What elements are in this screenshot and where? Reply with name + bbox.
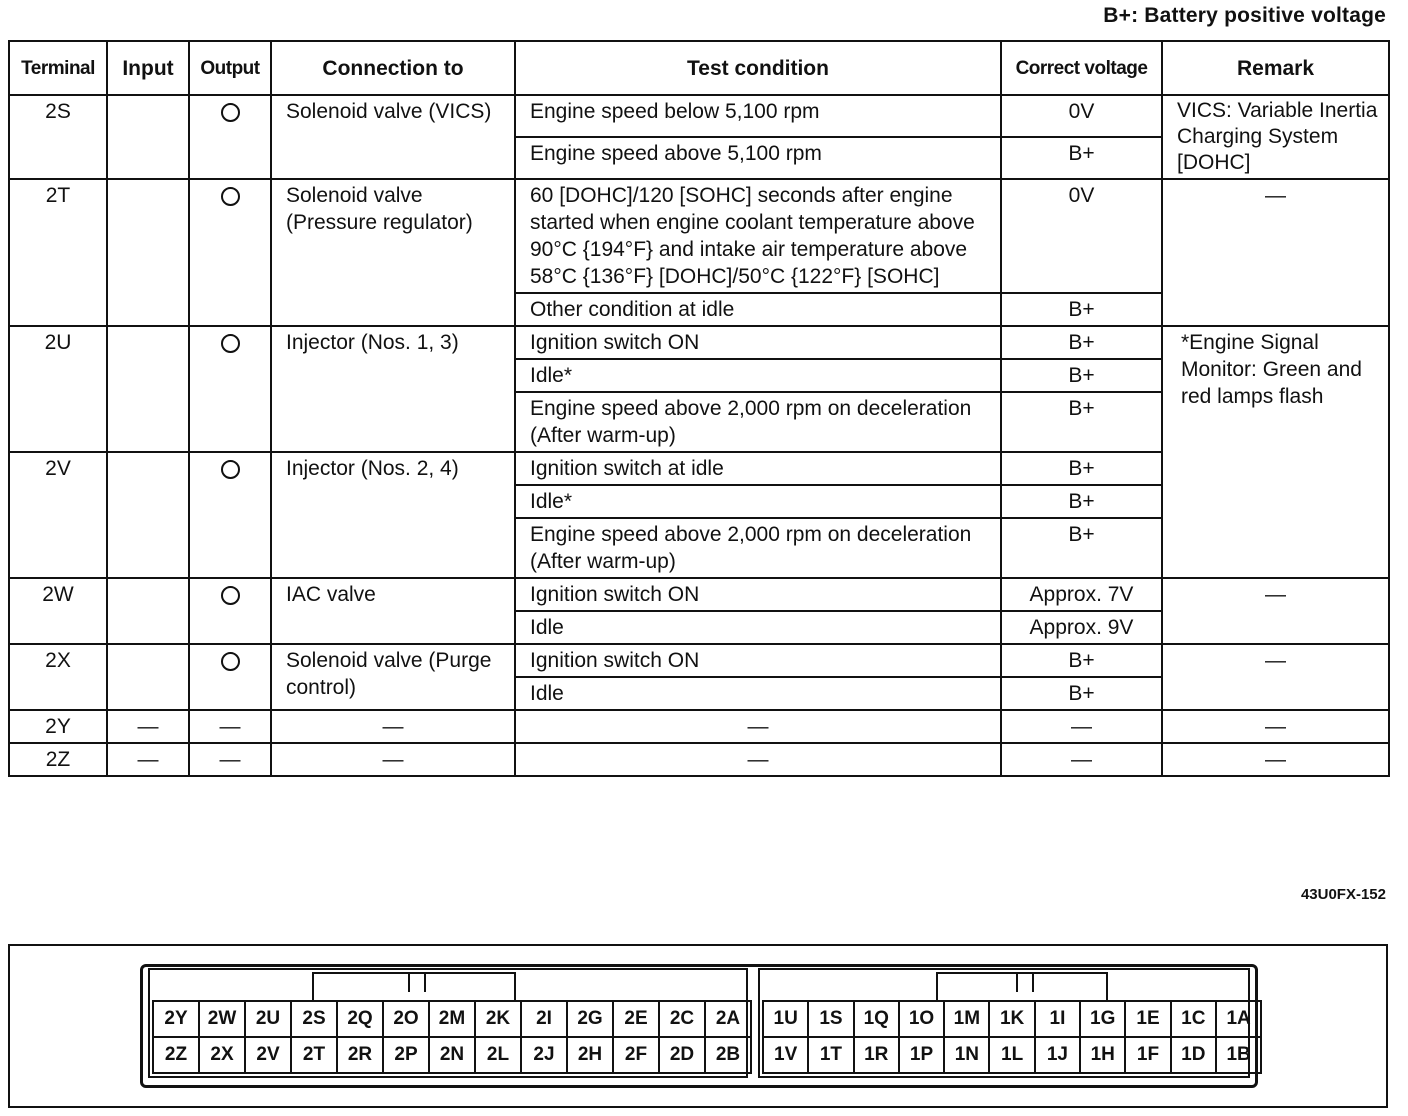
input-cell — [107, 578, 189, 644]
remark-cell: — — [1162, 743, 1389, 776]
connector-pin: 2I — [520, 1000, 568, 1038]
test-condition-cell: Engine speed above 2,000 rpm on deceleration (After warm-up) — [515, 518, 1001, 578]
output-cell — [189, 179, 271, 326]
connector-key-small-right — [1016, 972, 1034, 992]
test-condition-cell: Engine speed above 2,000 rpm on deceleration (After warm-up) — [515, 392, 1001, 452]
test-condition-cell: Ignition switch ON — [515, 644, 1001, 677]
connection-cell: — — [271, 743, 515, 776]
header-correct-voltage: Correct voltage — [1001, 41, 1162, 95]
connector-pin: 1N — [943, 1036, 990, 1074]
connector-pin: 2K — [474, 1000, 522, 1038]
table-row — [9, 95, 1389, 137]
header-test-condition: Test condition — [515, 41, 1001, 95]
connector-pin: 1I — [1034, 1000, 1081, 1038]
voltage-cell: B+ — [1001, 326, 1162, 359]
terminal-cell: 2X — [9, 644, 107, 710]
table-row — [9, 710, 1389, 743]
test-condition-cell: — — [515, 710, 1001, 743]
connector-pin: 1M — [943, 1000, 990, 1038]
input-cell — [107, 326, 189, 452]
header-output: Output — [189, 41, 271, 95]
test-condition-cell: Ignition switch ON — [515, 578, 1001, 611]
output-marker-icon — [221, 103, 240, 122]
connector-pin: 1H — [1079, 1036, 1126, 1074]
voltage-cell: B+ — [1001, 452, 1162, 485]
connector-pin: 2S — [290, 1000, 338, 1038]
header-connection: Connection to — [271, 41, 515, 95]
connector-pin: 1P — [898, 1036, 945, 1074]
connector-pin: 2Y — [152, 1000, 200, 1038]
voltage-cell: B+ — [1001, 644, 1162, 677]
connection-cell: Solenoid valve (Pressure regulator) — [271, 179, 515, 326]
output-cell — [189, 326, 271, 452]
output-marker-icon — [221, 334, 240, 353]
table-row — [9, 326, 1389, 359]
connector-pin: 2R — [336, 1036, 384, 1074]
voltage-cell: Approx. 9V — [1001, 611, 1162, 644]
connector-pin: 1G — [1079, 1000, 1126, 1038]
voltage-cell: — — [1001, 710, 1162, 743]
input-cell — [107, 644, 189, 710]
connector-pin: 2V — [244, 1036, 292, 1074]
test-condition-cell: Idle — [515, 611, 1001, 644]
input-cell: — — [107, 743, 189, 776]
connector-pin: 2Z — [152, 1036, 200, 1074]
connector-pin: 2G — [566, 1000, 614, 1038]
connection-cell: Injector (Nos. 1, 3) — [271, 326, 515, 452]
output-cell: — — [189, 710, 271, 743]
header-terminal: Terminal — [9, 41, 107, 95]
voltage-cell: — — [1001, 743, 1162, 776]
output-marker-icon — [221, 586, 240, 605]
output-marker-icon — [221, 187, 240, 206]
output-cell — [189, 452, 271, 578]
output-cell: — — [189, 743, 271, 776]
input-cell — [107, 95, 189, 179]
remark-cell: VICS: Variable Inertia Charging System [DOHC] — [1162, 95, 1389, 179]
connector-pin: 1C — [1170, 1000, 1217, 1038]
connector-pin: 1S — [807, 1000, 854, 1038]
connector-pin: 2Q — [336, 1000, 384, 1038]
connector-pin: 2J — [520, 1036, 568, 1074]
remark-cell: *Engine Signal Monitor: Green and red lamps flash — [1162, 326, 1389, 578]
connector-pin: 2W — [198, 1000, 246, 1038]
connector-pin: 2F — [612, 1036, 660, 1074]
remark-cell: — — [1162, 578, 1389, 644]
test-condition-cell: Idle — [515, 677, 1001, 710]
test-condition-cell: Other condition at idle — [515, 293, 1001, 326]
voltage-legend: B+: Battery positive voltage — [1103, 4, 1386, 27]
test-condition-cell: Ignition switch ON — [515, 326, 1001, 359]
header-row — [9, 41, 1389, 95]
connector-key-small-left — [408, 972, 426, 992]
terminal-cell: 2S — [9, 95, 107, 179]
connector-pin: 2E — [612, 1000, 660, 1038]
connector-pin: 1E — [1124, 1000, 1171, 1038]
voltage-cell: B+ — [1001, 359, 1162, 392]
connector-pin: 2B — [704, 1036, 752, 1074]
table-row — [9, 743, 1389, 776]
terminal-cell: 2W — [9, 578, 107, 644]
connector-pin: 2L — [474, 1036, 522, 1074]
connector-pin: 2D — [658, 1036, 706, 1074]
connector-pin: 2T — [290, 1036, 338, 1074]
table-row — [9, 578, 1389, 611]
voltage-cell: 0V — [1001, 179, 1162, 293]
terminal-voltage-table — [8, 40, 1390, 777]
connector-pin: 1O — [898, 1000, 945, 1038]
header-remark: Remark — [1162, 41, 1389, 95]
connector-pin: 1J — [1034, 1036, 1081, 1074]
connection-cell: — — [271, 710, 515, 743]
connector-pin: 1U — [762, 1000, 809, 1038]
connector-pin: 2P — [382, 1036, 430, 1074]
connection-cell: Solenoid valve (Purge control) — [271, 644, 515, 710]
test-condition-cell: Idle* — [515, 485, 1001, 518]
test-condition-cell: Idle* — [515, 359, 1001, 392]
input-cell: — — [107, 710, 189, 743]
test-condition-cell: 60 [DOHC]/120 [SOHC] seconds after engine started when engine coolant temperature above 90°C {194°F} and intake air temperature above 58°C {136°F} [DOHC]/50°C {122°F} [SOHC] — [515, 179, 1001, 293]
test-condition-cell: Engine speed below 5,100 rpm — [515, 95, 1001, 137]
connector-pin: 1R — [853, 1036, 900, 1074]
connector-pin: 2C — [658, 1000, 706, 1038]
connector-pin: 1K — [988, 1000, 1035, 1038]
input-cell — [107, 179, 189, 326]
voltage-cell: B+ — [1001, 518, 1162, 578]
input-cell — [107, 452, 189, 578]
connection-cell: Solenoid valve (VICS) — [271, 95, 515, 179]
connector-pin: 1F — [1124, 1036, 1171, 1074]
connection-cell: Injector (Nos. 2, 4) — [271, 452, 515, 578]
voltage-cell: Approx. 7V — [1001, 578, 1162, 611]
terminal-cell: 2V — [9, 452, 107, 578]
connector-pin: 1T — [807, 1036, 854, 1074]
voltage-cell: B+ — [1001, 392, 1162, 452]
output-cell — [189, 644, 271, 710]
connector-pins-left — [154, 1002, 752, 1074]
test-condition-cell: Engine speed above 5,100 rpm — [515, 137, 1001, 179]
remark-cell: — — [1162, 644, 1389, 710]
connector-pin: 1D — [1170, 1036, 1217, 1074]
terminal-cell: 2Y — [9, 710, 107, 743]
table-row — [9, 179, 1389, 293]
terminal-cell: 2Z — [9, 743, 107, 776]
connector-pins-right — [764, 1002, 1262, 1074]
connector-pin: 2A — [704, 1000, 752, 1038]
connector-pin: 1B — [1215, 1036, 1262, 1074]
connector-pin: 2H — [566, 1036, 614, 1074]
connector-pin: 2N — [428, 1036, 476, 1074]
table-row — [9, 644, 1389, 677]
header-input: Input — [107, 41, 189, 95]
output-cell — [189, 95, 271, 179]
voltage-cell: B+ — [1001, 677, 1162, 710]
voltage-cell: B+ — [1001, 293, 1162, 326]
test-condition-cell: Ignition switch at idle — [515, 452, 1001, 485]
connector-pin: 1Q — [853, 1000, 900, 1038]
connector-pin: 2O — [382, 1000, 430, 1038]
output-marker-icon — [221, 652, 240, 671]
voltage-cell: B+ — [1001, 485, 1162, 518]
remark-cell: — — [1162, 179, 1389, 326]
figure-code: 43U0FX-152 — [1300, 886, 1386, 903]
connection-cell: IAC valve — [271, 578, 515, 644]
voltage-cell: B+ — [1001, 137, 1162, 179]
test-condition-cell: — — [515, 743, 1001, 776]
connector-pin: 2X — [198, 1036, 246, 1074]
voltage-cell: 0V — [1001, 95, 1162, 137]
connector-pin: 1V — [762, 1036, 809, 1074]
connector-pin: 1L — [988, 1036, 1035, 1074]
connector-pin: 2M — [428, 1000, 476, 1038]
output-cell — [189, 578, 271, 644]
output-marker-icon — [221, 460, 240, 479]
terminal-cell: 2T — [9, 179, 107, 326]
terminal-cell: 2U — [9, 326, 107, 452]
remark-cell: — — [1162, 710, 1389, 743]
connector-pin: 1A — [1215, 1000, 1262, 1038]
connector-pin: 2U — [244, 1000, 292, 1038]
